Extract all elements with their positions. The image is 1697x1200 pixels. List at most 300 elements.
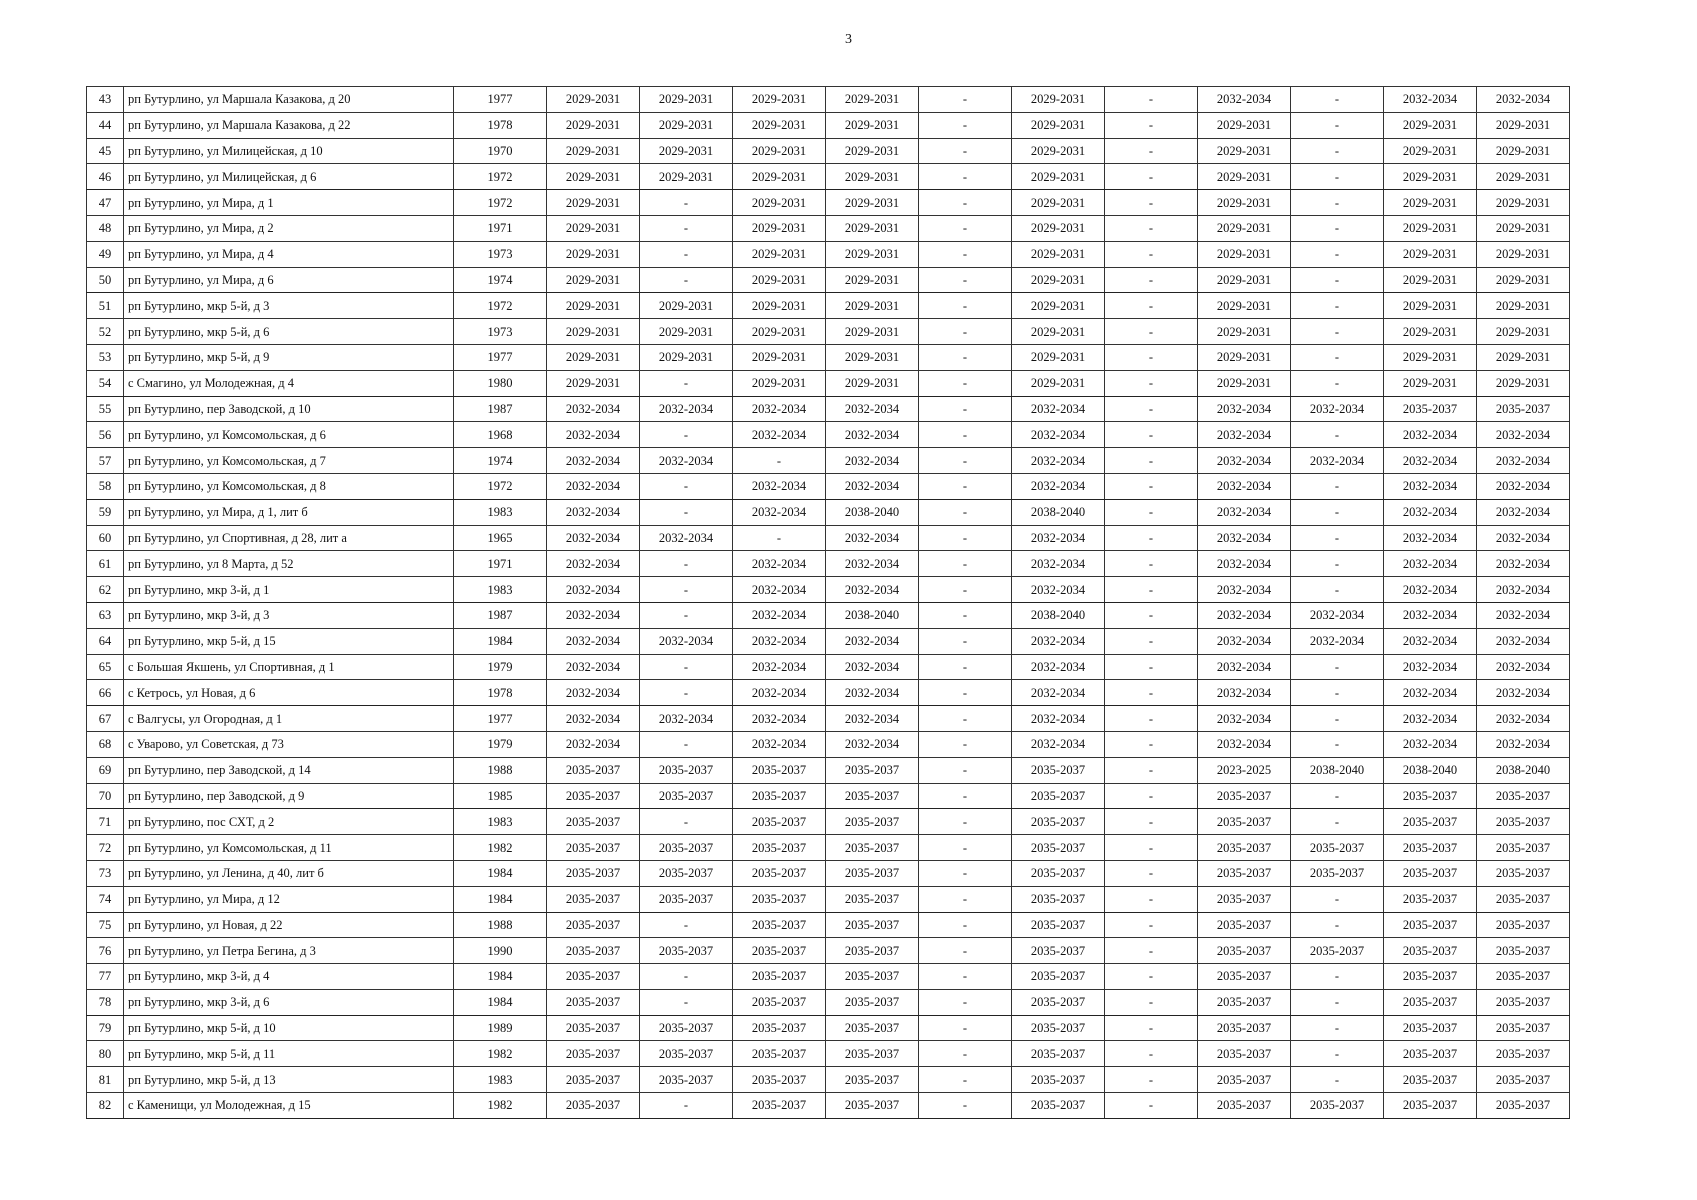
row-number-cell: 71 (87, 809, 124, 835)
period-cell-11: 2032-2034 (1477, 628, 1570, 654)
period-cell-2: - (640, 267, 733, 293)
period-cell-9: - (1291, 654, 1384, 680)
period-cell-8: 2029-2031 (1198, 190, 1291, 216)
period-cell-2: 2029-2031 (640, 138, 733, 164)
period-cell-2: 2029-2031 (640, 87, 733, 113)
row-number-cell: 66 (87, 680, 124, 706)
period-cell-5: - (919, 138, 1012, 164)
period-cell-11: 2035-2037 (1477, 964, 1570, 990)
period-cell-7: - (1105, 731, 1198, 757)
period-cell-9: - (1291, 706, 1384, 732)
period-cell-2: 2035-2037 (640, 1015, 733, 1041)
period-cell-4: 2029-2031 (826, 138, 919, 164)
year-built-cell: 1972 (454, 190, 547, 216)
period-cell-6: 2029-2031 (1012, 319, 1105, 345)
row-number-cell: 61 (87, 551, 124, 577)
period-cell-3: 2032-2034 (733, 551, 826, 577)
period-cell-3: 2029-2031 (733, 87, 826, 113)
period-cell-4: 2035-2037 (826, 1093, 919, 1119)
period-cell-4: 2032-2034 (826, 473, 919, 499)
period-cell-6: 2032-2034 (1012, 422, 1105, 448)
period-cell-3: 2032-2034 (733, 422, 826, 448)
row-number-cell: 53 (87, 344, 124, 370)
period-cell-8: 2029-2031 (1198, 319, 1291, 345)
address-cell: рп Бутурлино, ул Комсомольская, д 7 (124, 448, 454, 474)
period-cell-9: - (1291, 886, 1384, 912)
period-cell-5: - (919, 809, 1012, 835)
period-cell-4: 2029-2031 (826, 293, 919, 319)
table-row (87, 602, 1570, 628)
period-cell-7: - (1105, 319, 1198, 345)
period-cell-10: 2032-2034 (1384, 680, 1477, 706)
address-cell: рп Бутурлино, мкр 5-й, д 6 (124, 319, 454, 345)
row-number-cell: 67 (87, 706, 124, 732)
period-cell-7: - (1105, 473, 1198, 499)
period-cell-4: 2029-2031 (826, 267, 919, 293)
period-cell-11: 2035-2037 (1477, 835, 1570, 861)
period-cell-4: 2035-2037 (826, 757, 919, 783)
year-built-cell: 1977 (454, 706, 547, 732)
year-built-cell: 1984 (454, 886, 547, 912)
table-row (87, 1067, 1570, 1093)
address-cell: рп Бутурлино, ул Милицейская, д 6 (124, 164, 454, 190)
period-cell-10: 2032-2034 (1384, 577, 1477, 603)
period-cell-3: 2032-2034 (733, 628, 826, 654)
period-cell-3: 2035-2037 (733, 912, 826, 938)
year-built-cell: 1990 (454, 938, 547, 964)
period-cell-1: 2035-2037 (547, 964, 640, 990)
period-cell-4: 2035-2037 (826, 1041, 919, 1067)
period-cell-4: 2035-2037 (826, 964, 919, 990)
period-cell-6: 2035-2037 (1012, 783, 1105, 809)
period-cell-11: 2029-2031 (1477, 112, 1570, 138)
row-number-cell: 57 (87, 448, 124, 474)
period-cell-2: 2032-2034 (640, 706, 733, 732)
table-row (87, 344, 1570, 370)
row-number-cell: 49 (87, 241, 124, 267)
period-cell-1: 2035-2037 (547, 860, 640, 886)
address-cell: рп Бутурлино, мкр 5-й, д 13 (124, 1067, 454, 1093)
period-cell-1: 2035-2037 (547, 1067, 640, 1093)
period-cell-1: 2032-2034 (547, 706, 640, 732)
period-cell-3: 2035-2037 (733, 886, 826, 912)
address-cell: рп Бутурлино, ул Мира, д 1 (124, 190, 454, 216)
period-cell-6: 2035-2037 (1012, 1067, 1105, 1093)
period-cell-1: 2035-2037 (547, 886, 640, 912)
period-cell-6: 2035-2037 (1012, 1015, 1105, 1041)
period-cell-9: - (1291, 293, 1384, 319)
period-cell-8: 2035-2037 (1198, 1015, 1291, 1041)
period-cell-4: 2029-2031 (826, 370, 919, 396)
year-built-cell: 1978 (454, 112, 547, 138)
table-row (87, 473, 1570, 499)
period-cell-9: - (1291, 112, 1384, 138)
period-cell-4: 2035-2037 (826, 1067, 919, 1093)
period-cell-11: 2029-2031 (1477, 241, 1570, 267)
period-cell-3: 2032-2034 (733, 680, 826, 706)
row-number-cell: 55 (87, 396, 124, 422)
address-cell: рп Бутурлино, ул Мира, д 2 (124, 215, 454, 241)
period-cell-6: 2035-2037 (1012, 1041, 1105, 1067)
period-cell-1: 2035-2037 (547, 1093, 640, 1119)
period-cell-2: - (640, 912, 733, 938)
period-cell-2: - (640, 577, 733, 603)
period-cell-10: 2035-2037 (1384, 809, 1477, 835)
address-cell: рп Бутурлино, мкр 5-й, д 9 (124, 344, 454, 370)
period-cell-11: 2035-2037 (1477, 1015, 1570, 1041)
year-built-cell: 1982 (454, 835, 547, 861)
period-cell-5: - (919, 370, 1012, 396)
row-number-cell: 65 (87, 654, 124, 680)
period-cell-2: - (640, 422, 733, 448)
period-cell-4: 2029-2031 (826, 190, 919, 216)
period-cell-6: 2035-2037 (1012, 938, 1105, 964)
period-cell-1: 2032-2034 (547, 577, 640, 603)
period-cell-10: 2035-2037 (1384, 396, 1477, 422)
period-cell-11: 2029-2031 (1477, 370, 1570, 396)
period-cell-1: 2032-2034 (547, 448, 640, 474)
period-cell-7: - (1105, 912, 1198, 938)
period-cell-2: 2035-2037 (640, 1041, 733, 1067)
period-cell-7: - (1105, 87, 1198, 113)
address-cell: рп Бутурлино, ул Мира, д 4 (124, 241, 454, 267)
period-cell-8: 2029-2031 (1198, 138, 1291, 164)
address-cell: рп Бутурлино, ул Мира, д 1, лит б (124, 499, 454, 525)
period-cell-5: - (919, 706, 1012, 732)
period-cell-6: 2029-2031 (1012, 215, 1105, 241)
year-built-cell: 1983 (454, 577, 547, 603)
period-cell-1: 2029-2031 (547, 370, 640, 396)
year-built-cell: 1984 (454, 860, 547, 886)
period-cell-5: - (919, 241, 1012, 267)
year-built-cell: 1972 (454, 164, 547, 190)
period-cell-1: 2035-2037 (547, 912, 640, 938)
period-cell-6: 2035-2037 (1012, 989, 1105, 1015)
period-cell-10: 2035-2037 (1384, 835, 1477, 861)
period-cell-2: 2029-2031 (640, 164, 733, 190)
period-cell-7: - (1105, 964, 1198, 990)
period-cell-5: - (919, 860, 1012, 886)
period-cell-8: 2032-2034 (1198, 473, 1291, 499)
period-cell-2: - (640, 215, 733, 241)
period-cell-9: - (1291, 1041, 1384, 1067)
period-cell-1: 2032-2034 (547, 499, 640, 525)
period-cell-8: 2029-2031 (1198, 164, 1291, 190)
period-cell-2: 2035-2037 (640, 757, 733, 783)
row-number-cell: 82 (87, 1093, 124, 1119)
period-cell-8: 2029-2031 (1198, 241, 1291, 267)
period-cell-4: 2032-2034 (826, 422, 919, 448)
year-built-cell: 1973 (454, 319, 547, 345)
period-cell-7: - (1105, 1067, 1198, 1093)
address-cell: рп Бутурлино, ул Мира, д 6 (124, 267, 454, 293)
table-row (87, 551, 1570, 577)
period-cell-8: 2023-2025 (1198, 757, 1291, 783)
period-cell-3: 2032-2034 (733, 731, 826, 757)
table-row (87, 680, 1570, 706)
period-cell-6: 2032-2034 (1012, 654, 1105, 680)
period-cell-3: 2035-2037 (733, 835, 826, 861)
period-cell-10: 2032-2034 (1384, 706, 1477, 732)
period-cell-3: 2029-2031 (733, 190, 826, 216)
period-cell-6: 2032-2034 (1012, 731, 1105, 757)
period-cell-3: 2029-2031 (733, 112, 826, 138)
year-built-cell: 1983 (454, 809, 547, 835)
period-cell-5: - (919, 164, 1012, 190)
table-row (87, 525, 1570, 551)
table-row (87, 112, 1570, 138)
period-cell-4: 2035-2037 (826, 860, 919, 886)
period-cell-4: 2029-2031 (826, 344, 919, 370)
period-cell-8: 2032-2034 (1198, 396, 1291, 422)
period-cell-10: 2029-2031 (1384, 138, 1477, 164)
period-cell-3: 2029-2031 (733, 319, 826, 345)
address-cell: рп Бутурлино, ул Петра Бегина, д 3 (124, 938, 454, 964)
period-cell-10: 2035-2037 (1384, 912, 1477, 938)
period-cell-5: - (919, 731, 1012, 757)
row-number-cell: 62 (87, 577, 124, 603)
period-cell-1: 2029-2031 (547, 190, 640, 216)
period-cell-11: 2035-2037 (1477, 938, 1570, 964)
period-cell-6: 2029-2031 (1012, 267, 1105, 293)
period-cell-10: 2029-2031 (1384, 370, 1477, 396)
period-cell-5: - (919, 319, 1012, 345)
period-cell-5: - (919, 577, 1012, 603)
period-cell-3: 2035-2037 (733, 783, 826, 809)
row-number-cell: 59 (87, 499, 124, 525)
row-number-cell: 78 (87, 989, 124, 1015)
period-cell-5: - (919, 886, 1012, 912)
address-cell: рп Бутурлино, мкр 5-й, д 10 (124, 1015, 454, 1041)
period-cell-1: 2032-2034 (547, 731, 640, 757)
period-cell-10: 2035-2037 (1384, 1015, 1477, 1041)
period-cell-9: - (1291, 809, 1384, 835)
period-cell-10: 2032-2034 (1384, 87, 1477, 113)
period-cell-9: - (1291, 319, 1384, 345)
period-cell-2: - (640, 1093, 733, 1119)
period-cell-5: - (919, 628, 1012, 654)
period-cell-2: - (640, 241, 733, 267)
address-cell: с Большая Якшень, ул Спортивная, д 1 (124, 654, 454, 680)
period-cell-1: 2029-2031 (547, 344, 640, 370)
period-cell-10: 2029-2031 (1384, 344, 1477, 370)
period-cell-9: 2032-2034 (1291, 396, 1384, 422)
address-cell: рп Бутурлино, ул Мира, д 12 (124, 886, 454, 912)
period-cell-4: 2038-2040 (826, 602, 919, 628)
period-cell-1: 2032-2034 (547, 422, 640, 448)
table-row (87, 706, 1570, 732)
period-cell-7: - (1105, 241, 1198, 267)
period-cell-5: - (919, 602, 1012, 628)
period-cell-4: 2032-2034 (826, 731, 919, 757)
period-cell-1: 2029-2031 (547, 267, 640, 293)
period-cell-5: - (919, 267, 1012, 293)
period-cell-9: - (1291, 473, 1384, 499)
period-cell-4: 2029-2031 (826, 215, 919, 241)
period-cell-3: 2035-2037 (733, 809, 826, 835)
year-built-cell: 1979 (454, 654, 547, 680)
address-cell: рп Бутурлино, ул Комсомольская, д 11 (124, 835, 454, 861)
period-cell-1: 2029-2031 (547, 319, 640, 345)
table-row (87, 577, 1570, 603)
period-cell-1: 2029-2031 (547, 138, 640, 164)
period-cell-8: 2032-2034 (1198, 731, 1291, 757)
period-cell-6: 2035-2037 (1012, 1093, 1105, 1119)
table-row (87, 87, 1570, 113)
year-built-cell: 1983 (454, 499, 547, 525)
period-cell-3: 2035-2037 (733, 860, 826, 886)
period-cell-5: - (919, 422, 1012, 448)
table-row (87, 912, 1570, 938)
period-cell-9: 2032-2034 (1291, 602, 1384, 628)
period-cell-8: 2029-2031 (1198, 293, 1291, 319)
row-number-cell: 81 (87, 1067, 124, 1093)
period-cell-11: 2032-2034 (1477, 525, 1570, 551)
period-cell-5: - (919, 473, 1012, 499)
period-cell-6: 2032-2034 (1012, 448, 1105, 474)
table-row (87, 757, 1570, 783)
period-cell-9: - (1291, 680, 1384, 706)
period-cell-7: - (1105, 215, 1198, 241)
table-body (87, 87, 1570, 1119)
period-cell-3: 2032-2034 (733, 396, 826, 422)
period-cell-7: - (1105, 551, 1198, 577)
table-row (87, 319, 1570, 345)
period-cell-4: 2035-2037 (826, 835, 919, 861)
period-cell-4: 2029-2031 (826, 241, 919, 267)
period-cell-8: 2032-2034 (1198, 422, 1291, 448)
address-cell: рп Бутурлино, пер Заводской, д 14 (124, 757, 454, 783)
period-cell-1: 2032-2034 (547, 525, 640, 551)
table-row (87, 164, 1570, 190)
row-number-cell: 60 (87, 525, 124, 551)
period-cell-2: - (640, 499, 733, 525)
period-cell-6: 2029-2031 (1012, 87, 1105, 113)
period-cell-10: 2035-2037 (1384, 1067, 1477, 1093)
period-cell-2: 2029-2031 (640, 319, 733, 345)
table-row (87, 989, 1570, 1015)
table-row (87, 938, 1570, 964)
period-cell-5: - (919, 964, 1012, 990)
period-cell-8: 2032-2034 (1198, 654, 1291, 680)
period-cell-2: 2029-2031 (640, 344, 733, 370)
period-cell-3: 2032-2034 (733, 499, 826, 525)
period-cell-11: 2029-2031 (1477, 138, 1570, 164)
period-cell-6: 2035-2037 (1012, 886, 1105, 912)
period-cell-10: 2032-2034 (1384, 473, 1477, 499)
page-number: 3 (845, 32, 852, 47)
period-cell-6: 2032-2034 (1012, 551, 1105, 577)
period-cell-9: - (1291, 731, 1384, 757)
table-row (87, 241, 1570, 267)
address-cell: рп Бутурлино, мкр 3-й, д 6 (124, 989, 454, 1015)
period-cell-8: 2032-2034 (1198, 680, 1291, 706)
period-cell-10: 2035-2037 (1384, 989, 1477, 1015)
period-cell-7: - (1105, 448, 1198, 474)
period-cell-8: 2035-2037 (1198, 1067, 1291, 1093)
period-cell-8: 2029-2031 (1198, 267, 1291, 293)
period-cell-10: 2029-2031 (1384, 190, 1477, 216)
row-number-cell: 45 (87, 138, 124, 164)
period-cell-8: 2032-2034 (1198, 602, 1291, 628)
address-cell: рп Бутурлино, мкр 5-й, д 11 (124, 1041, 454, 1067)
period-cell-8: 2035-2037 (1198, 1041, 1291, 1067)
period-cell-10: 2029-2031 (1384, 293, 1477, 319)
year-built-cell: 1977 (454, 344, 547, 370)
period-cell-11: 2035-2037 (1477, 809, 1570, 835)
period-cell-6: 2032-2034 (1012, 396, 1105, 422)
period-cell-7: - (1105, 138, 1198, 164)
period-cell-8: 2035-2037 (1198, 938, 1291, 964)
period-cell-8: 2035-2037 (1198, 989, 1291, 1015)
period-cell-3: 2029-2031 (733, 241, 826, 267)
period-cell-3: 2032-2034 (733, 706, 826, 732)
period-cell-2: 2035-2037 (640, 1067, 733, 1093)
period-cell-10: 2035-2037 (1384, 1093, 1477, 1119)
row-number-cell: 58 (87, 473, 124, 499)
table-row (87, 293, 1570, 319)
period-cell-3: 2032-2034 (733, 473, 826, 499)
period-cell-6: 2032-2034 (1012, 628, 1105, 654)
period-cell-11: 2032-2034 (1477, 473, 1570, 499)
period-cell-10: 2032-2034 (1384, 448, 1477, 474)
period-cell-7: - (1105, 835, 1198, 861)
row-number-cell: 73 (87, 860, 124, 886)
period-cell-8: 2032-2034 (1198, 706, 1291, 732)
period-cell-7: - (1105, 757, 1198, 783)
period-cell-5: - (919, 654, 1012, 680)
period-cell-5: - (919, 757, 1012, 783)
table-row (87, 809, 1570, 835)
address-cell: рп Бутурлино, ул Новая, д 22 (124, 912, 454, 938)
period-cell-1: 2035-2037 (547, 757, 640, 783)
period-cell-8: 2035-2037 (1198, 860, 1291, 886)
period-cell-5: - (919, 344, 1012, 370)
period-cell-4: 2035-2037 (826, 1015, 919, 1041)
period-cell-9: - (1291, 577, 1384, 603)
year-built-cell: 1987 (454, 396, 547, 422)
table-row (87, 783, 1570, 809)
row-number-cell: 79 (87, 1015, 124, 1041)
period-cell-6: 2035-2037 (1012, 912, 1105, 938)
address-cell: с Каменищи, ул Молодежная, д 15 (124, 1093, 454, 1119)
period-cell-1: 2032-2034 (547, 680, 640, 706)
period-cell-3: 2032-2034 (733, 577, 826, 603)
address-cell: рп Бутурлино, ул Маршала Казакова, д 20 (124, 87, 454, 113)
period-cell-6: 2029-2031 (1012, 344, 1105, 370)
period-cell-2: 2035-2037 (640, 938, 733, 964)
period-cell-8: 2032-2034 (1198, 628, 1291, 654)
period-cell-2: - (640, 370, 733, 396)
row-number-cell: 54 (87, 370, 124, 396)
period-cell-2: 2032-2034 (640, 448, 733, 474)
row-number-cell: 72 (87, 835, 124, 861)
period-cell-11: 2029-2031 (1477, 267, 1570, 293)
period-cell-2: 2032-2034 (640, 525, 733, 551)
period-cell-8: 2032-2034 (1198, 448, 1291, 474)
year-built-cell: 1974 (454, 267, 547, 293)
period-cell-11: 2032-2034 (1477, 706, 1570, 732)
period-cell-4: 2035-2037 (826, 783, 919, 809)
period-cell-6: 2035-2037 (1012, 964, 1105, 990)
period-cell-4: 2032-2034 (826, 680, 919, 706)
period-cell-11: 2038-2040 (1477, 757, 1570, 783)
year-built-cell: 1983 (454, 1067, 547, 1093)
period-cell-3: 2035-2037 (733, 1067, 826, 1093)
row-number-cell: 74 (87, 886, 124, 912)
period-cell-7: - (1105, 370, 1198, 396)
period-cell-6: 2035-2037 (1012, 860, 1105, 886)
